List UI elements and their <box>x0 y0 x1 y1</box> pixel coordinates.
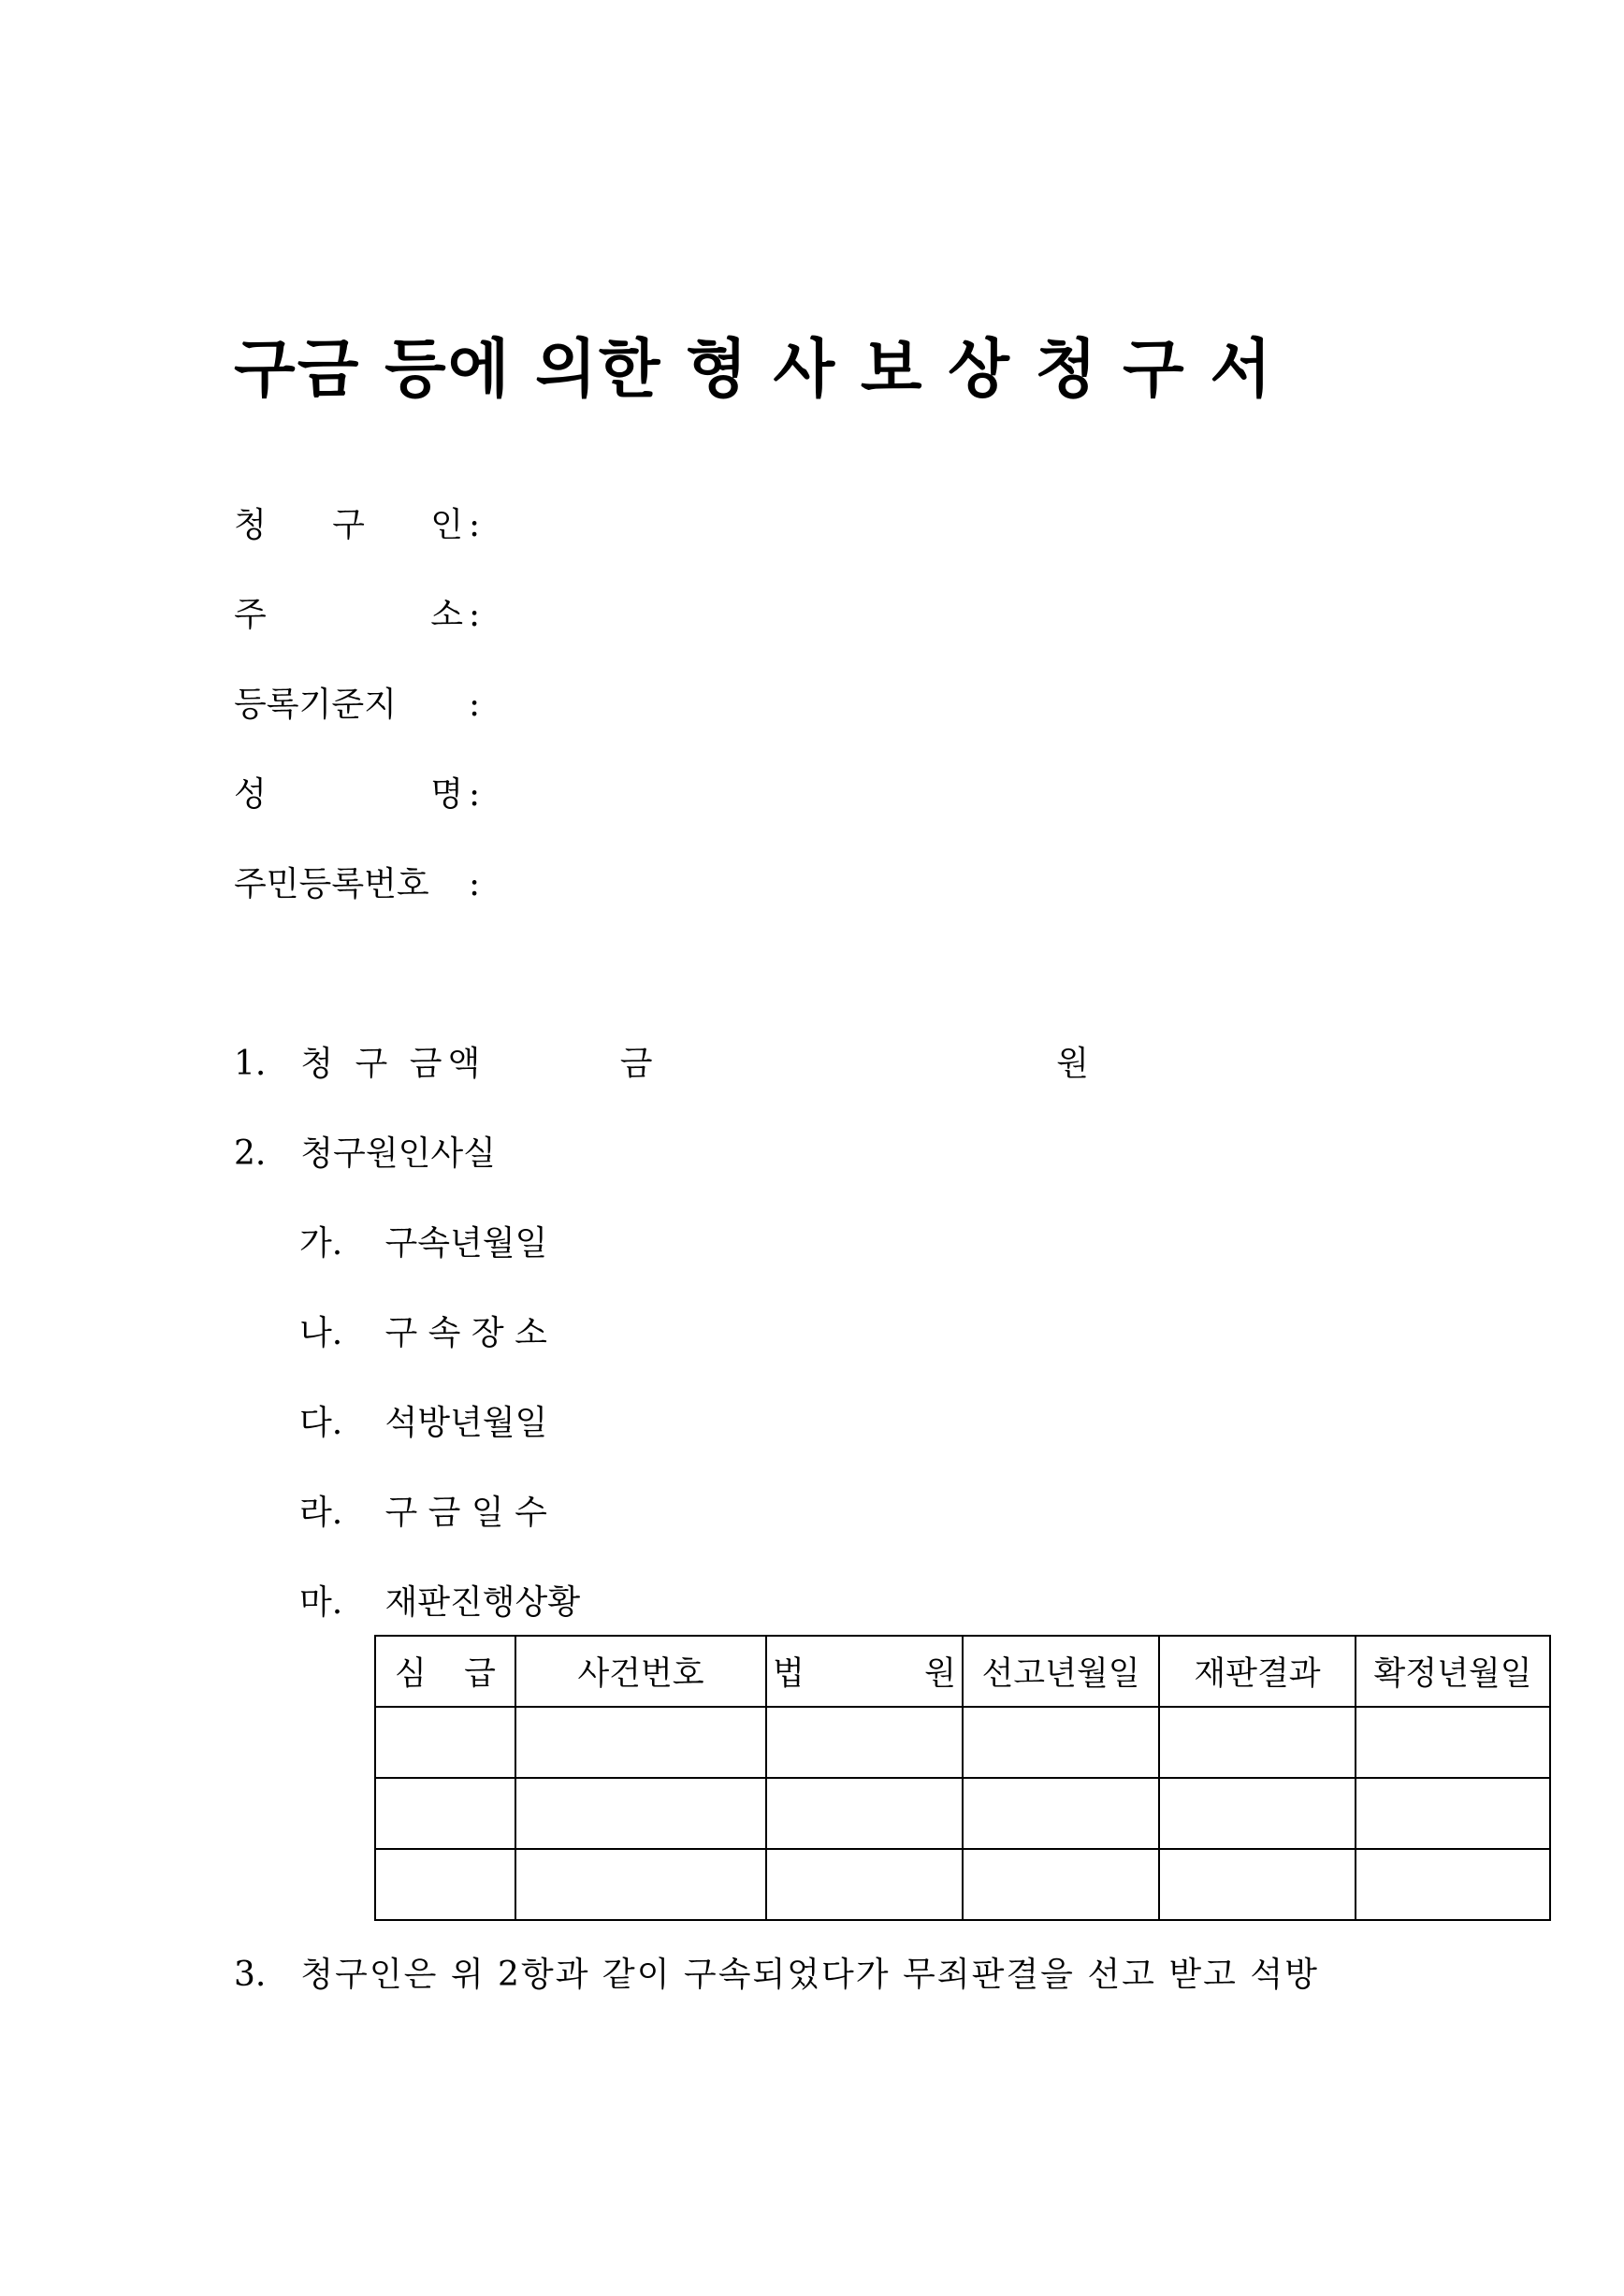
item-number: 2. <box>234 1134 267 1173</box>
document-title: 구금 등에 의한 형 사 보 상 청 구 서 <box>234 332 1274 407</box>
field-colon: : <box>469 865 481 903</box>
item-number: 3. <box>234 1956 267 1994</box>
registration-base-field <box>234 679 480 731</box>
subitem-marker: 라. <box>299 1494 343 1532</box>
subitem-marker: 나. <box>299 1314 343 1352</box>
column-header-trial-result: 재판결과 <box>1159 1636 1356 1707</box>
table-cell[interactable] <box>1159 1707 1356 1778</box>
subitem-label: 석방년월일 <box>384 1404 548 1442</box>
table-cell[interactable] <box>1356 1707 1550 1778</box>
detention-place-subitem <box>299 1307 547 1360</box>
address-field-label: 주 소 <box>234 596 463 634</box>
resident-number-field <box>234 859 480 911</box>
table-cell[interactable] <box>963 1849 1159 1920</box>
table-cell[interactable] <box>1356 1849 1550 1920</box>
column-header-instance: 심 급 <box>375 1636 515 1707</box>
address-field <box>234 589 480 642</box>
table-cell[interactable] <box>1159 1778 1356 1849</box>
subitem-label: 구속년월일 <box>384 1224 548 1263</box>
name-field-label: 성 명 <box>234 775 463 814</box>
trial-progress-table <box>374 1635 1551 1921</box>
table-cell[interactable] <box>515 1778 766 1849</box>
table-cell[interactable] <box>766 1849 963 1920</box>
table-cell[interactable] <box>963 1778 1159 1849</box>
claim-cause-item <box>234 1128 496 1180</box>
table-cell[interactable] <box>515 1707 766 1778</box>
claim-statement-text: 청구인은 위 2항과 같이 구속되었다가 무죄판결을 선고 받고 석방 <box>300 1956 1319 1994</box>
detention-days-subitem <box>299 1487 547 1539</box>
table-row <box>375 1849 1550 1920</box>
subitem-label: 재판진행상황 <box>384 1583 581 1622</box>
table-cell[interactable] <box>375 1778 515 1849</box>
name-field <box>234 769 480 821</box>
subitem-marker: 다. <box>299 1404 343 1442</box>
column-header-sentence-date: 선고년월일 <box>963 1636 1159 1707</box>
table-cell[interactable] <box>1356 1778 1550 1849</box>
table-cell[interactable] <box>1159 1849 1356 1920</box>
release-date-subitem <box>299 1397 547 1450</box>
column-header-finalization-date: 확정년월일 <box>1356 1636 1550 1707</box>
subitem-label: 구 금 일 수 <box>384 1494 547 1532</box>
table-cell[interactable] <box>515 1849 766 1920</box>
column-header-court: 법 원 <box>766 1636 963 1707</box>
detention-date-subitem <box>299 1218 547 1270</box>
resident-number-field-label: 주민등록번호 <box>234 865 429 903</box>
field-colon: : <box>469 686 481 724</box>
claimant-field-label: 청 구 인 <box>234 506 463 544</box>
claim-statement-item <box>234 1949 1319 2001</box>
table-cell[interactable] <box>766 1778 963 1849</box>
table-cell[interactable] <box>375 1849 515 1920</box>
subitem-marker: 가. <box>299 1224 343 1263</box>
column-header-case-number: 사건번호 <box>515 1636 766 1707</box>
table-row <box>375 1778 1550 1849</box>
field-colon: : <box>469 775 481 814</box>
claim-amount-item <box>234 1038 1089 1090</box>
item-number: 1. <box>234 1045 267 1083</box>
subitem-marker: 마. <box>299 1583 343 1622</box>
table-cell[interactable] <box>963 1707 1159 1778</box>
table-cell[interactable] <box>375 1707 515 1778</box>
claimant-field <box>234 499 480 552</box>
registration-base-field-label: 등록기준지 <box>234 686 397 724</box>
claim-amount-prefix: 금 <box>619 1045 653 1083</box>
trial-progress-subitem <box>299 1577 580 1629</box>
subitem-label: 구 속 장 소 <box>384 1314 547 1352</box>
table-cell[interactable] <box>766 1707 963 1778</box>
claim-cause-label: 청구원인사실 <box>300 1134 496 1173</box>
claim-amount-suffix: 원 <box>1056 1045 1089 1083</box>
claim-amount-label: 청 구 금액 <box>300 1045 486 1083</box>
field-colon: : <box>469 596 481 634</box>
table-row <box>375 1707 1550 1778</box>
field-colon: : <box>469 506 481 544</box>
table-header-row <box>375 1636 1550 1707</box>
